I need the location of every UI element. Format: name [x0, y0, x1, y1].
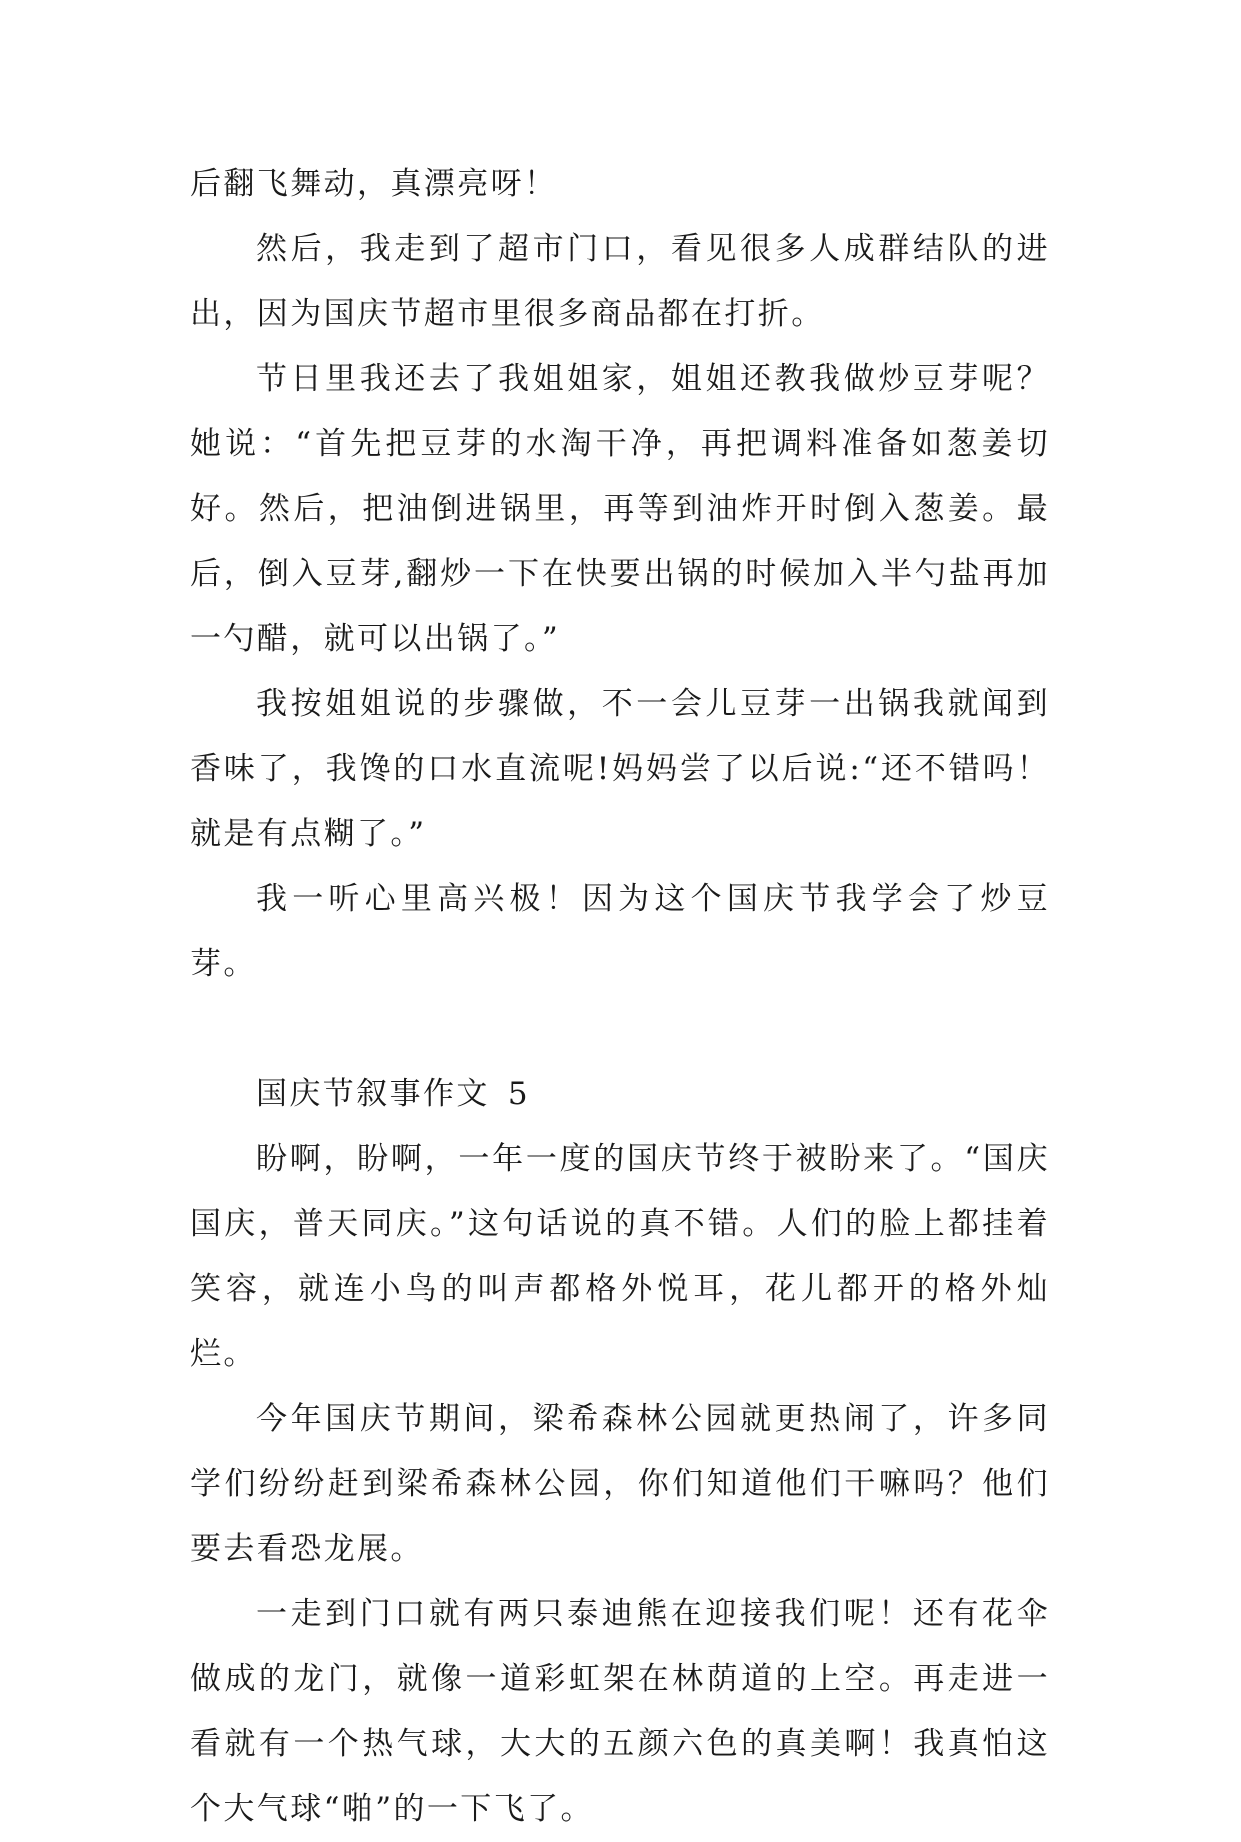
- document-body: [190, 152, 1050, 1842]
- paragraph-happy: 我一听心里高兴极！因为这个国庆节我学会了炒豆芽。: [190, 881, 1050, 982]
- paragraph-entrance: 一走到门口就有两只泰迪熊在迎接我们呢！还有花伞做成的龙门，就像一道彩虹架在林荫道的上空。再走进一看就有一个热气球，大大的五颜六色的真美啊！我真怕这个大气球“啪”的一下飞了。: [190, 1596, 1050, 1827]
- paragraph-national-day: 盼啊，盼啊，一年一度的国庆节终于被盼来了。“国庆国庆，普天同庆。”这句话说的真不错。人们的脸上都挂着笑容，就连小鸟的叫声都格外悦耳，花儿都开的格外灿烂。: [190, 1141, 1050, 1372]
- paragraph-sister-recipe: 节日里我还去了我姐姐家，姐姐还教我做炒豆芽呢？她说：“首先把豆芽的水淘干净，再把调料准备如葱姜切好。然后，把油倒进锅里，再等到油炸开时倒入葱姜。最后，倒入豆芽,翻炒一下在快要出锅的时候加入半勺盐再加一勺醋，就可以出锅了。”: [190, 361, 1050, 657]
- section-spacer: [190, 997, 1050, 1062]
- paragraph-continued: 后翻飞舞动，真漂亮呀！: [190, 166, 558, 202]
- section-title: 国庆节叙事作文: [256, 1076, 490, 1112]
- section-number: 5: [507, 1076, 530, 1112]
- paragraph-park: 今年国庆节期间，梁希森林公园就更热闹了，许多同学们纷纷赶到梁希森林公园，你们知道他们干嘛吗？他们要去看恐龙展。: [190, 1401, 1050, 1567]
- paragraph-cooking: 我按姐姐说的步骤做，不一会儿豆芽一出锅我就闻到香味了，我馋的口水直流呢!妈妈尝了以后说:“还不错吗！就是有点糊了。”: [190, 686, 1050, 852]
- section-heading: [190, 1062, 1050, 1127]
- paragraph-supermarket: 然后，我走到了超市门口，看见很多人成群结队的进出，因为国庆节超市里很多商品都在打折。: [190, 231, 1050, 332]
